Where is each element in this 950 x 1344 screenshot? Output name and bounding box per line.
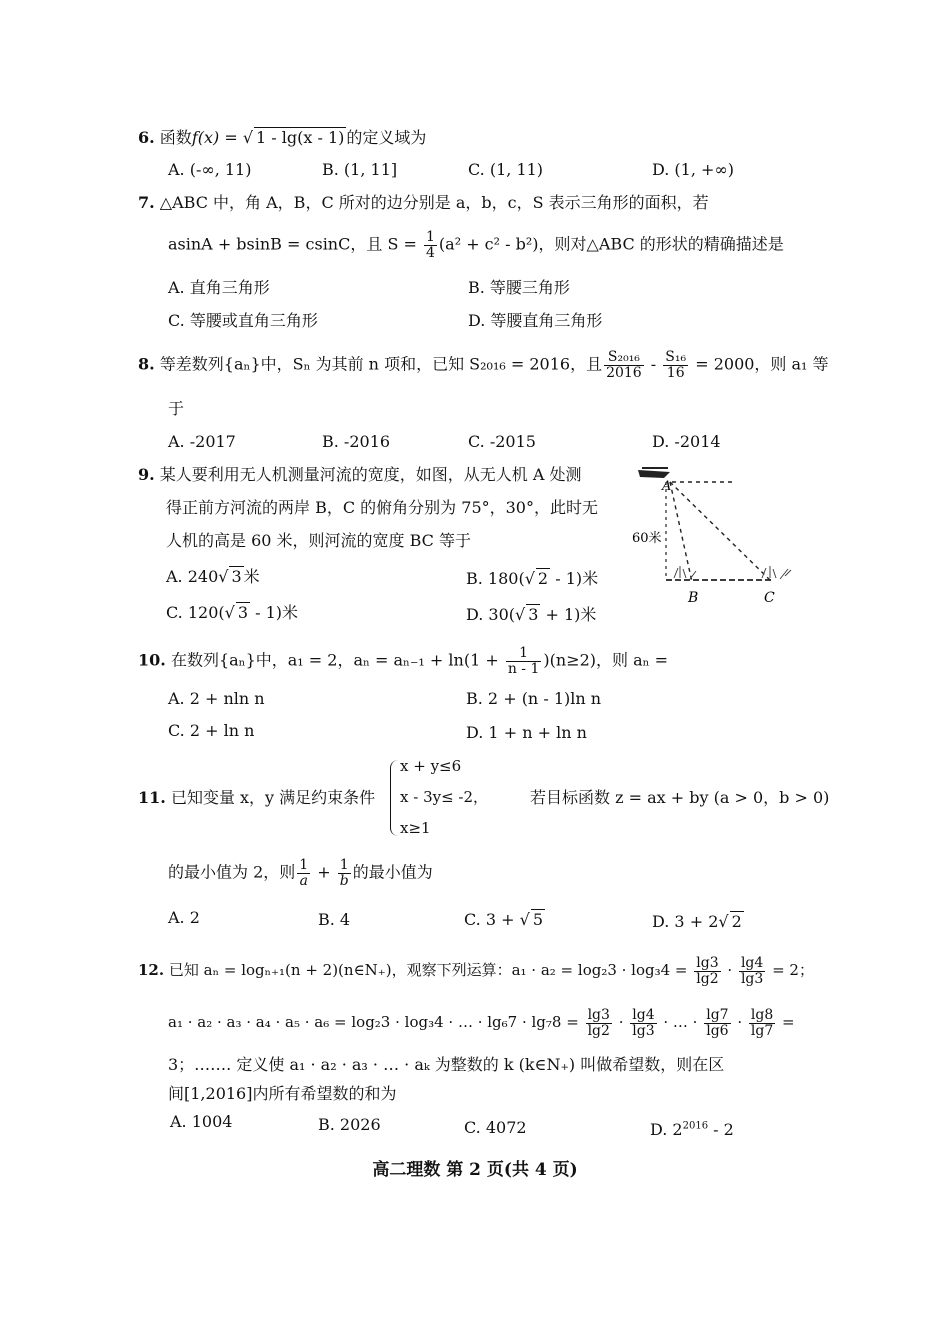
q7-text: asinA + bsinB = csinC，且 S =: [168, 234, 422, 254]
q6-function: f(x) =: [191, 128, 243, 147]
q11-option-b: B. 4: [318, 910, 351, 929]
q11-objective: 若目标函数 z = ax + by (a > 0，b > 0): [530, 788, 830, 807]
q12-option-c: C. 4072: [464, 1118, 527, 1137]
q12-fraction-6: $\frac{\lg 8}{\lg 7}$: [750, 1007, 774, 1039]
q12-line-3: 3；……. 定义使 a₁ · a₂ · a₃ · … · aₖ 为整数的 k (k∈N₊) 叫做希望数，则在区: [168, 1055, 725, 1074]
q7-fraction: $\frac{1}{4}$: [425, 229, 435, 261]
q11-text: 已知变量 x，y 满足约束条件: [170, 788, 376, 807]
q8-text: 等差数列{aₙ}中，Sₙ 为其前 n 项和，已知 S₂₀₁₆ = 2016，且: [159, 354, 603, 374]
q10-option-a: A. 2 + nln n: [168, 689, 265, 708]
q6-option-b: B. (1, 11]: [322, 160, 398, 179]
q8-option-d: D. -2014: [652, 432, 721, 451]
drone-icon: [638, 468, 670, 478]
constraint-3: x≥1: [400, 819, 431, 837]
question-number: 12.: [138, 961, 165, 980]
q12-option-a: A. 1004: [170, 1112, 233, 1131]
question-7-line-1: [138, 193, 709, 212]
q11-text-end: 的最小值为: [352, 862, 433, 882]
constraint-1: x + y≤6: [400, 757, 462, 775]
q8-line-2: 于: [168, 399, 185, 418]
q7-option-c: C. 等腰或直角三角形: [168, 311, 318, 330]
q7-option-d: D. 等腰直角三角形: [468, 311, 603, 330]
q12-option-d: D. $2^{2016} - 2$: [650, 1120, 734, 1139]
q9-text: 某人要利用无人机测量河流的宽度，如图，从无人机 A 处测: [159, 465, 582, 484]
question-11-line-2: [168, 858, 433, 888]
q12-text: a₁ · a₂ · a₃ · a₄ · a₅ · a₆ = log₂3 · log₃4 · … · lg₆7 · lg₇8 =: [168, 1013, 584, 1032]
line-ac: [670, 482, 770, 580]
q6-option-a: A. (-∞, 11): [168, 160, 252, 179]
q9-drone-figure: [630, 462, 800, 612]
q9-option-b: B. 180(√ 2 - 1)米: [466, 569, 599, 588]
q9-line-2: 得正前方河流的两岸 B，C 的俯角分别为 75°，30°，此时无: [166, 498, 598, 517]
q12-fraction-1: $\frac{\lg 3}{\lg 2}$: [696, 955, 719, 987]
question-10-line-1: [138, 646, 668, 676]
question-number: 11.: [138, 788, 166, 807]
q7-option-a: A. 直角三角形: [168, 278, 270, 297]
q8-fraction-1: $\frac{\text{S₂₀₁₆}}{2016}$: [606, 349, 642, 381]
q10-text-end: )(n≥2)，则 aₙ =: [543, 650, 669, 670]
q7-text-end: (a² + c² - b²)，则对△ABC 的形状的精确描述是: [438, 234, 784, 254]
q11-text: 的最小值为 2，则: [168, 862, 296, 882]
question-6-stem: 6. 函数f(x) = √ 1 - lg(x - 1) 的定义域为: [138, 128, 427, 147]
q9-line-3: 人机的高是 60 米，则河流的宽度 BC 等于: [166, 531, 472, 550]
q6-radicand: 1 - lg(x - 1): [256, 128, 345, 147]
q11-plus: +: [312, 862, 336, 882]
q12-fraction-3: $\frac{\lg 3}{\lg 2}$: [587, 1007, 610, 1039]
q6-option-d: D. (1, +∞): [652, 160, 734, 179]
q7-option-b: B. 等腰三角形: [468, 278, 570, 297]
question-12-line-2: a₁ · a₂ · a₃ · a₄ · a₅ · a₆ = log₂3 · log₃4 · … · lg₆7 · lg₇8 = $\frac{\lg 3}{\lg 2}$ · $\frac{\lg 4}{\lg 3}$ · … · $\frac{\lg 7}{\lg 6}$ · $\frac{\lg 8}{\lg 7}$ =: [168, 1007, 795, 1039]
q6-text-end: 的定义域为: [346, 128, 427, 147]
label-height: 60米: [632, 531, 662, 546]
q8-text-end: = 2000，则 a₁ 等: [690, 354, 829, 374]
question-number: 6.: [138, 128, 155, 147]
constraint-brace: [390, 760, 399, 836]
q10-option-d: D. 1 + n + ln n: [466, 723, 587, 742]
question-11-line-1: [138, 788, 375, 807]
q11-option-d: D. 3 + 2√ 2: [652, 912, 742, 931]
label-c: C: [764, 590, 775, 606]
q10-text: 在数列{aₙ}中，a₁ = 2，aₙ = aₙ₋₁ + ln(1 +: [170, 650, 504, 670]
q10-fraction: $\frac{1}{n - 1}$: [507, 645, 540, 677]
question-9-line-1: [138, 465, 582, 484]
question-number: 10.: [138, 650, 166, 670]
question-number: 8.: [138, 354, 155, 374]
q11-option-a: A. 2: [168, 908, 200, 927]
q8-option-a: A. -2017: [168, 432, 236, 451]
question-number: 9.: [138, 465, 155, 484]
q9-option-c: C. 120(√ 3 - 1)米: [166, 603, 299, 622]
q6-text: 函数: [159, 128, 192, 147]
q8-option-c: C. -2015: [468, 432, 536, 451]
q10-option-c: C. 2 + ln n: [168, 721, 255, 740]
label-a: A: [662, 479, 672, 494]
question-12-line-1: 12. 已知 aₙ = logₙ₊₁(n + 2)(n∈N₊)，观察下列运算：a₁ · a₂ = log₂3 · log₃4 = $\frac{\lg 3}{\lg 2}$ · $\frac{\lg 4}{\lg 3}$ = 2；: [138, 955, 814, 987]
q12-fraction-5: $\frac{\lg 7}{\lg 6}$: [706, 1007, 729, 1039]
grass-b-icon: [674, 566, 696, 579]
q11-fraction-1: $\frac{1}{a}$: [299, 857, 309, 889]
q10-option-b: B. 2 + (n - 1)ln n: [466, 689, 602, 708]
q11-option-c: C. 3 + √ 5: [464, 910, 543, 929]
grass-c-icon: [762, 566, 791, 579]
q9-option-a: A. 240√ 3 米: [166, 567, 260, 586]
q8-fraction-2: $\frac{\text{S₁₆}}{16}$: [665, 349, 687, 381]
question-8-line-1: [138, 350, 829, 380]
q9-option-d: D. 30(√ 3 + 1)米: [466, 605, 597, 624]
line-ab: [670, 482, 692, 582]
page-footer: 高二理数 第 2 页(共 4 页): [372, 1160, 578, 1180]
question-7-line-2: [168, 230, 784, 260]
label-b: B: [688, 590, 699, 606]
q12-fraction-4: $\frac{\lg 4}{\lg 3}$: [632, 1007, 655, 1039]
q7-text: △ABC 中，角 A，B，C 所对的边分别是 a，b，c，S 表示三角形的面积，若: [159, 193, 709, 212]
q12-fraction-2: $\frac{\lg 4}{\lg 3}$: [740, 955, 764, 987]
q8-option-b: B. -2016: [322, 432, 391, 451]
question-number: 7.: [138, 193, 155, 212]
q12-option-b: B. 2026: [318, 1115, 381, 1134]
q12-line-4: 间[1,2016]内所有希望数的和为: [168, 1084, 397, 1103]
q12-text: 已知 aₙ = logₙ₊₁(n + 2)(n∈N₊)，观察下列运算：a₁ · a₂ = log₂3 · log₃4 =: [168, 961, 693, 980]
constraint-2: x - 3y≤ -2，: [400, 788, 489, 806]
q11-fraction-2: $\frac{1}{b}$: [339, 857, 349, 889]
q8-minus: -: [645, 354, 662, 374]
q6-option-c: C. (1, 11): [468, 160, 544, 179]
